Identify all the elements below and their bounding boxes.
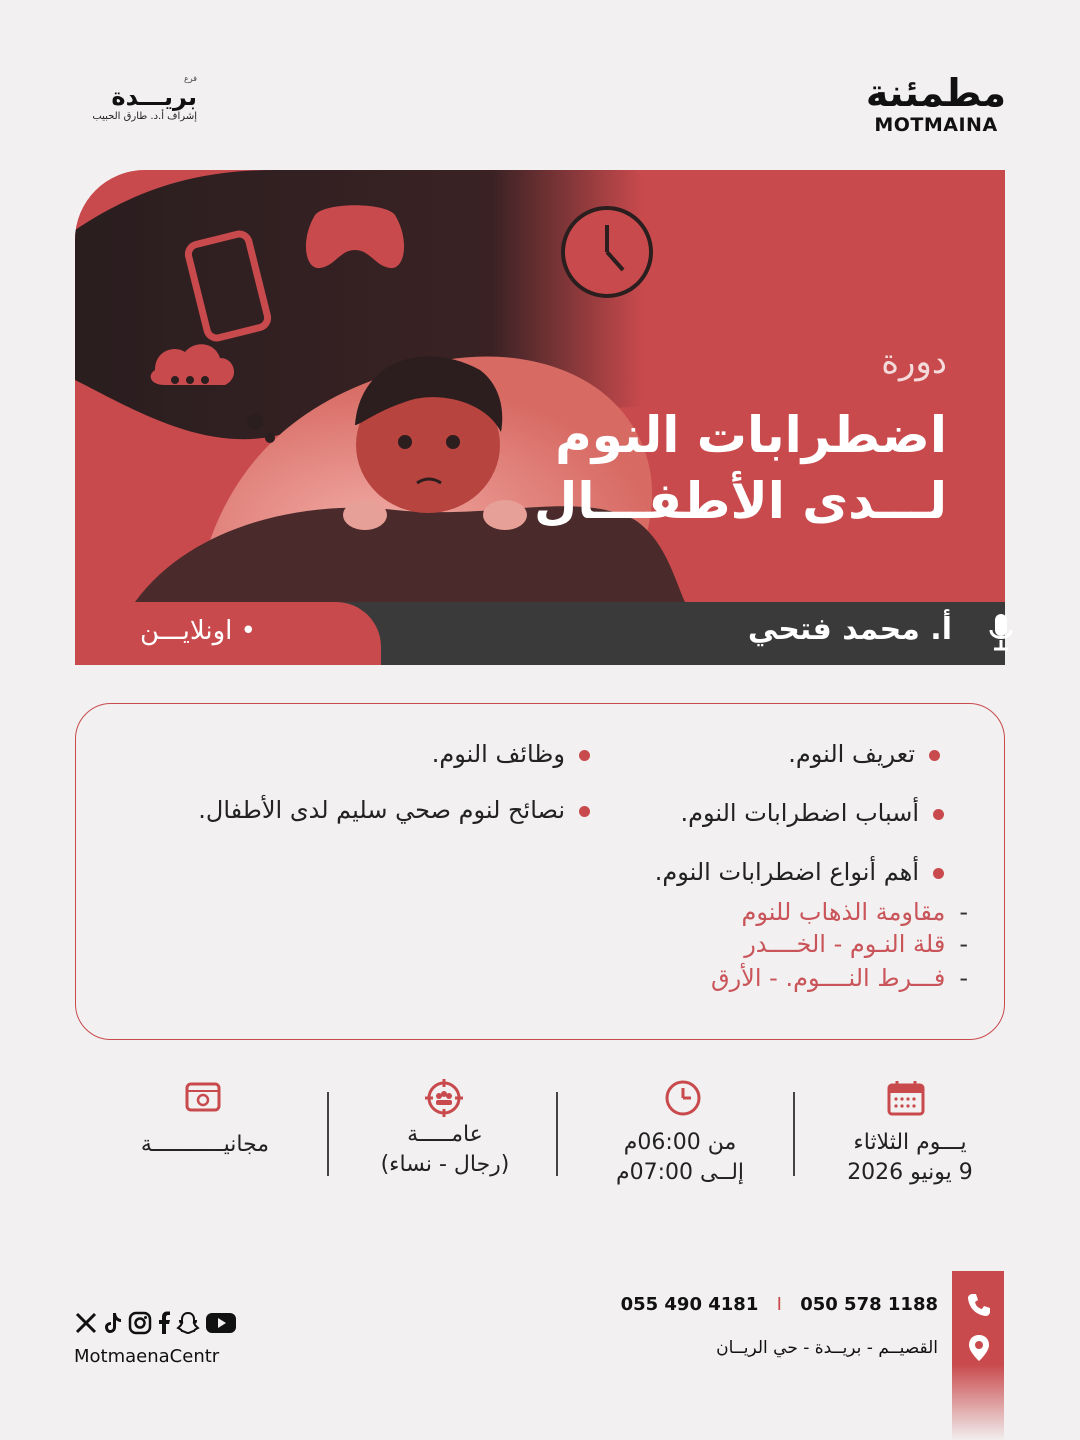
divider bbox=[793, 1092, 795, 1176]
topic-item: أهم أنواع اضطرابات النوم. bbox=[655, 858, 944, 886]
date-day: يـــوم الثلاثاء bbox=[853, 1130, 967, 1155]
hero-banner bbox=[75, 170, 1005, 602]
time-start: من 06:00م bbox=[623, 1130, 737, 1155]
phone-separator: I bbox=[776, 1294, 782, 1315]
youtube-icon[interactable] bbox=[205, 1311, 237, 1335]
course-label: دورة bbox=[881, 342, 947, 382]
course-mode: • اونلايـــن bbox=[140, 616, 257, 646]
instagram-icon[interactable] bbox=[128, 1311, 152, 1335]
divider bbox=[556, 1092, 558, 1176]
hero-illustration bbox=[75, 170, 1005, 602]
branch-label: فرع bbox=[183, 74, 197, 83]
address: القصيــم - بريــدة - حي الريــان bbox=[716, 1338, 938, 1358]
phone-numbers bbox=[621, 1294, 938, 1315]
brand-name-en: MOTMAINA bbox=[874, 114, 998, 136]
audience-icon bbox=[425, 1079, 463, 1117]
subtype-item: -مقاومة الذهاب للنوم bbox=[741, 898, 968, 926]
facebook-icon[interactable] bbox=[157, 1311, 171, 1335]
phone-icon bbox=[966, 1292, 992, 1318]
phone-number-2[interactable]: 055 490 4181 bbox=[620, 1294, 759, 1315]
location-icon bbox=[967, 1333, 991, 1363]
branch-name: بريـــدة bbox=[111, 83, 197, 111]
course-title-line2: لـــدى الأطفـــال bbox=[533, 472, 947, 530]
course-title-line1: اضطرابات النوم bbox=[555, 406, 947, 464]
date-info bbox=[830, 1128, 990, 1188]
brand-name-ar: مطمئنة bbox=[865, 71, 1006, 115]
money-icon bbox=[185, 1082, 221, 1112]
clock-icon bbox=[664, 1079, 702, 1117]
audience-gender: (رجال - نساء) bbox=[380, 1152, 510, 1177]
snapchat-icon[interactable] bbox=[176, 1311, 200, 1335]
subtype-item: -فـــرط النــــوم. - الأرق bbox=[710, 964, 968, 992]
time-end: إلــى 07:00م bbox=[615, 1160, 745, 1185]
course-title bbox=[534, 402, 947, 534]
price-info: مجانيـــــــــــة bbox=[140, 1132, 270, 1157]
topic-item: نصائح لنوم صحي سليم لدى الأطفال. bbox=[198, 796, 590, 824]
speaker-name: أ. محمد فتحي bbox=[747, 612, 952, 647]
time-info bbox=[600, 1128, 760, 1188]
audience-info bbox=[365, 1120, 525, 1180]
branch-logo bbox=[72, 74, 197, 122]
divider bbox=[327, 1092, 329, 1176]
subtype-item: -قلة النـوم - الخــــدر bbox=[744, 930, 968, 958]
tiktok-icon[interactable] bbox=[103, 1311, 123, 1335]
social-links bbox=[74, 1311, 237, 1335]
topic-item: وظائف النوم. bbox=[432, 740, 590, 768]
x-icon[interactable] bbox=[74, 1311, 98, 1335]
date-value: 9 يونيو 2026 bbox=[847, 1160, 973, 1185]
topic-item: أسباب اضطرابات النوم. bbox=[680, 799, 944, 827]
branch-supervision: إشراف أ.د. طارق الحبيب bbox=[92, 111, 197, 122]
microphone-icon bbox=[988, 612, 1014, 652]
calendar-icon bbox=[887, 1080, 925, 1116]
phone-number-1[interactable]: 050 578 1188 bbox=[800, 1294, 938, 1315]
audience-type: عامـــــة bbox=[407, 1122, 483, 1147]
social-handle[interactable]: MotmaenaCentr bbox=[74, 1346, 220, 1367]
brand-logo bbox=[866, 72, 1006, 136]
topic-item: تعريف النوم. bbox=[788, 740, 940, 768]
